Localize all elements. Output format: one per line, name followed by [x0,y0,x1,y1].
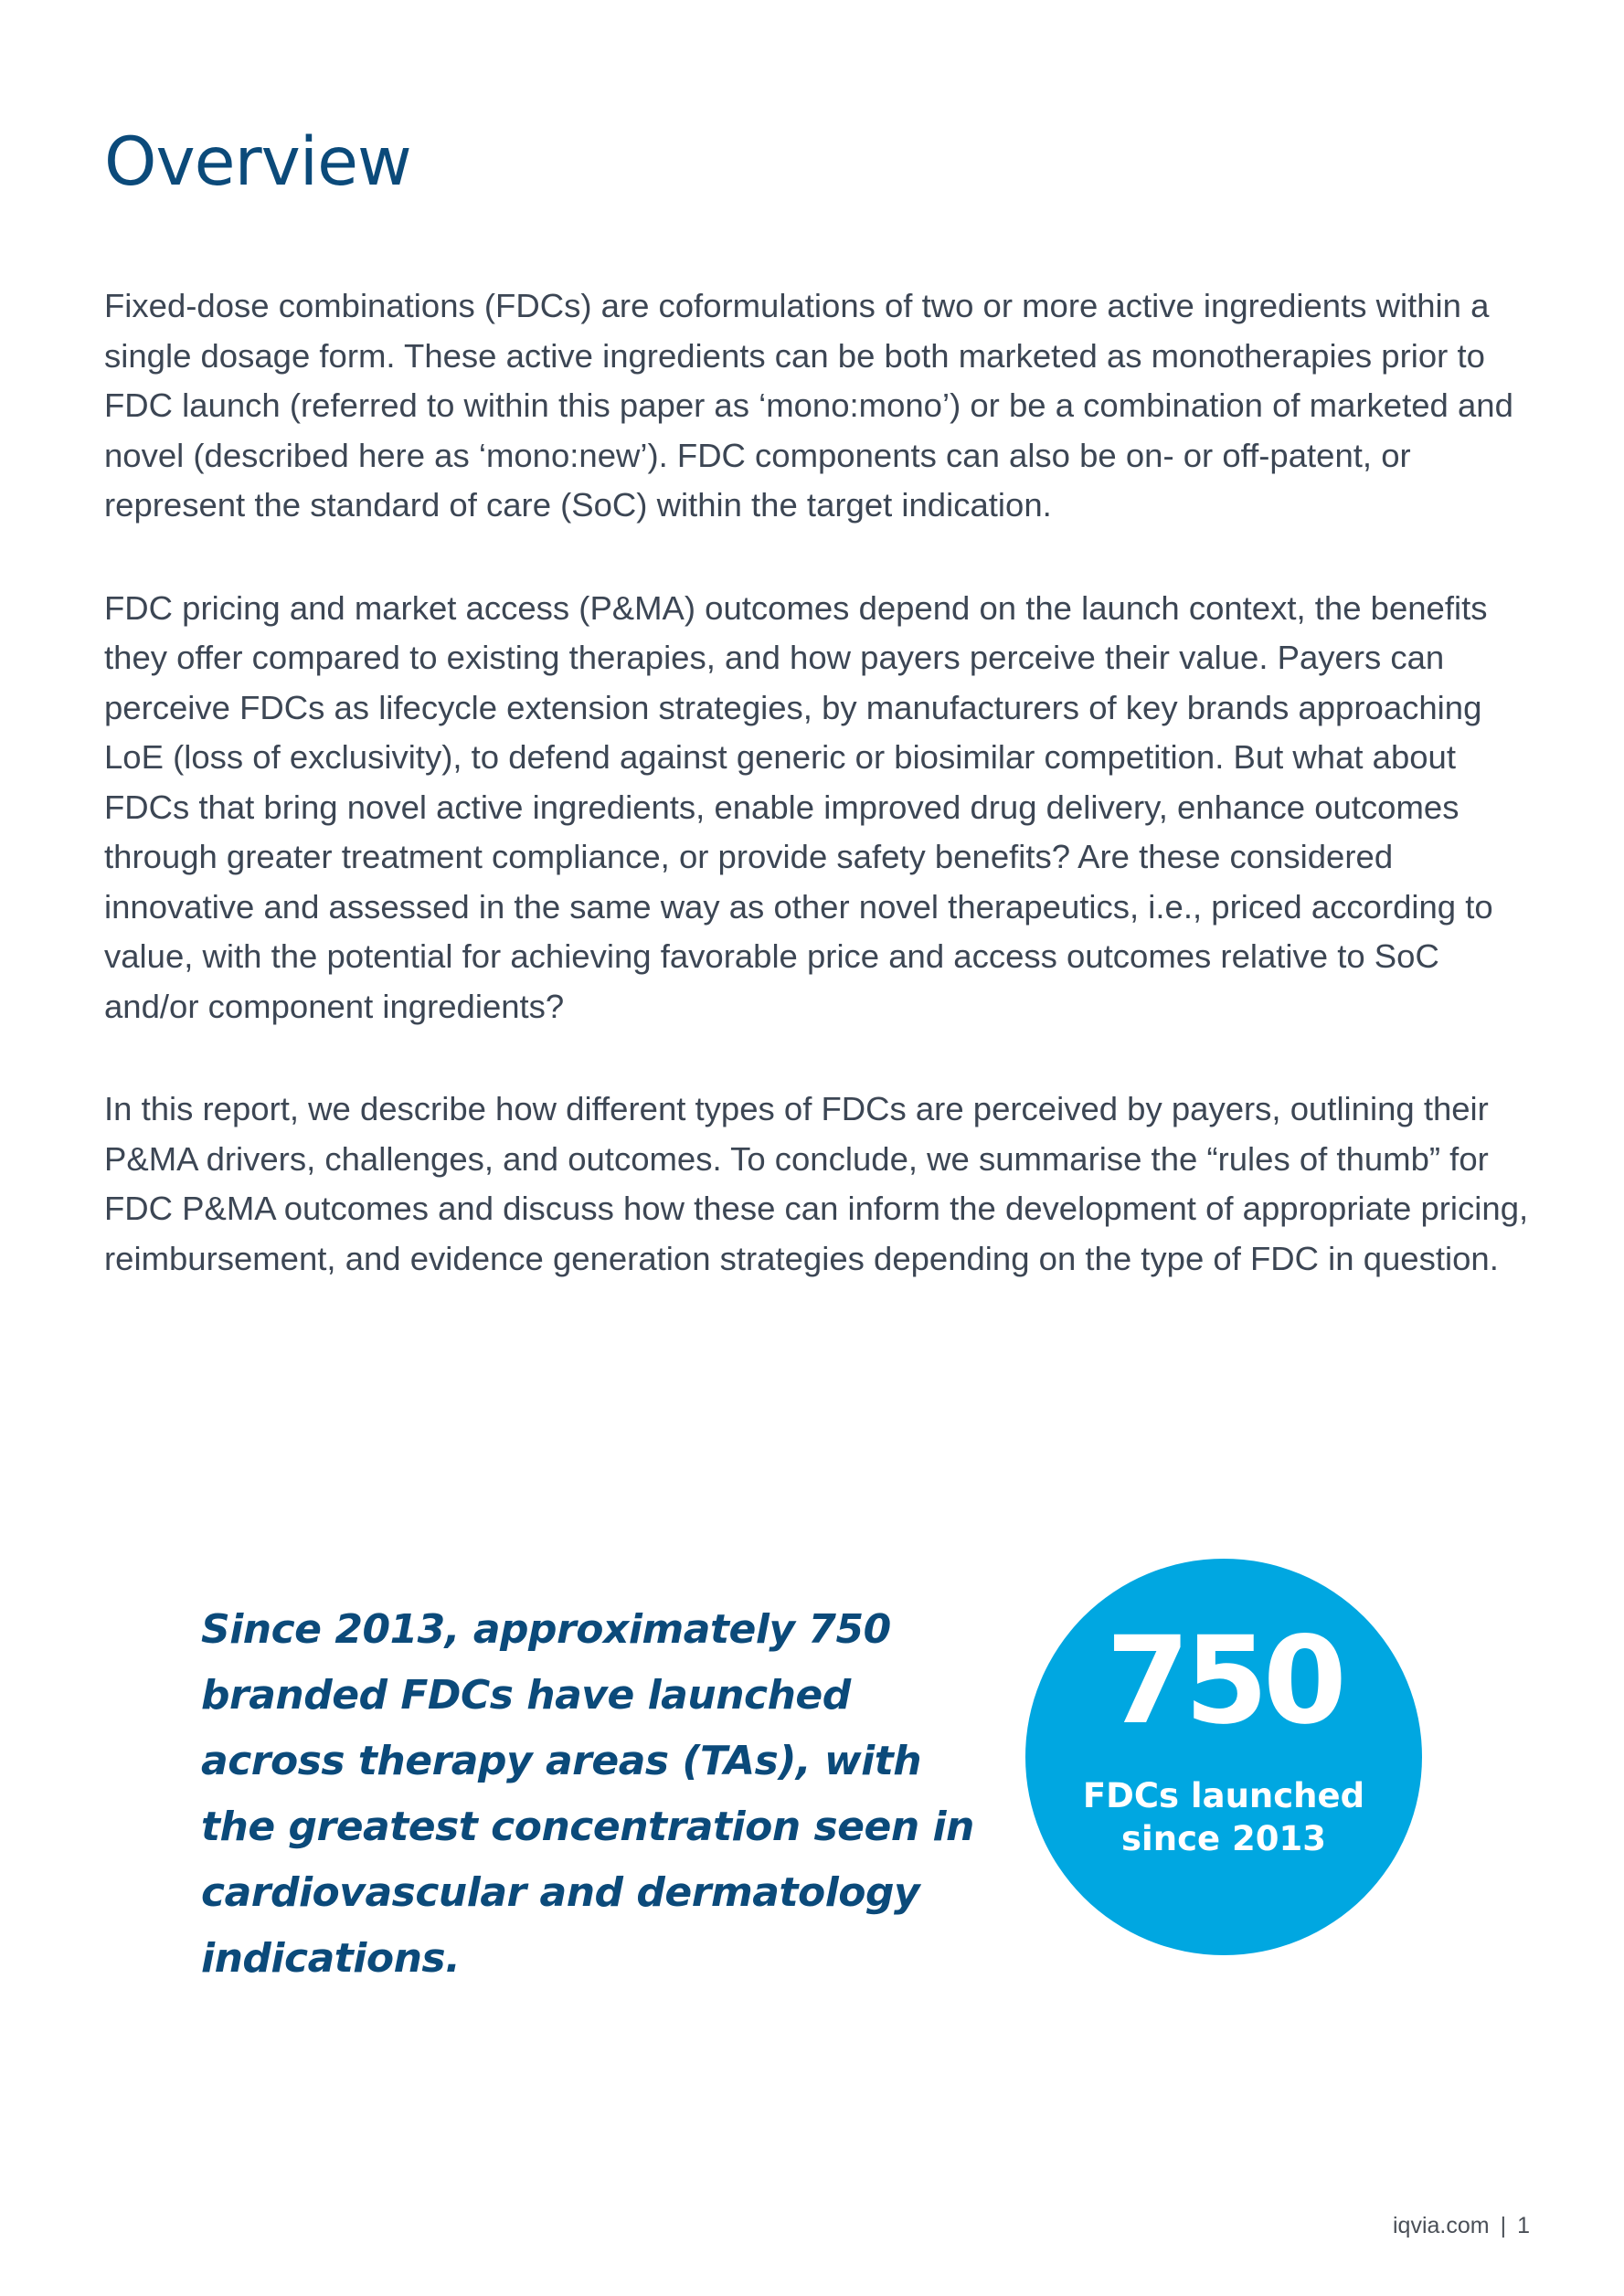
body-text [104,281,1530,1337]
stat-label [1025,1774,1422,1860]
stat-circle [1025,1559,1422,1955]
paragraph-pma-outcomes: FDC pricing and market access (P&MA) outcomes depend on the launch context, the benefits they offer compared to existing therapies, and how payers perceive their value. Payers can perceive FDCs as lifecycle extension strategies, by manufacturers of key brands approaching LoE (loss of exclusivity), to defend against generic or biosimilar competition. But what about FDCs that bring novel active ingredients, enable improved drug delivery, enhance outcomes through greater treatment compliance, or provide safety benefits? Are these considered innovative and assessed in the same way as other novel therapeutics, i.e., priced according to value, with the potential for achieving favorable price and access outcomes relative to SoC and/or component ingredients? [104,588,1493,1025]
page-footer [1393,2213,1530,2239]
stat-label-line-2: since 2013 [1121,1819,1326,1858]
paragraph-intro: Fixed-dose combinations (FDCs) are coformulations of two or more active ingredients within a single dosage form. These active ingredients can be both marketed as monotherapies prior to FDC launch (referred to within this paper as ‘mono:mono’) or be a combination of marketed and novel (described here as ‘mono:new’). FDC components can also be on- or off-patent, or represent the standard of care (SoC) within the target indication. [104,287,1513,524]
page-title: Overview [104,123,411,201]
page-number: 1 [1517,2213,1530,2238]
stat-label-line-1: FDCs launched [1082,1776,1365,1815]
callout-quote: Since 2013, approximately 750 branded FDCs have launched across therapy areas (TAs), with the greatest concentration seen in cardiovascular and dermatology indications. [201,1606,974,1982]
stat-number: 750 [1106,1611,1342,1751]
paragraph-report-summary: In this report, we describe how different types of FDCs are perceived by payers, outlining their P&MA drivers, challenges, and outcomes. To conclude, we summarise the “rules of thumb” for FDC P&MA outcomes and discuss how these can inform the development of appropriate pricing, reimbursement, and evidence generation strategies depending on the type of FDC in question. [104,1090,1529,1277]
footer-site-link[interactable]: iqvia.com [1393,2213,1490,2238]
footer-separator: | [1500,2213,1507,2238]
